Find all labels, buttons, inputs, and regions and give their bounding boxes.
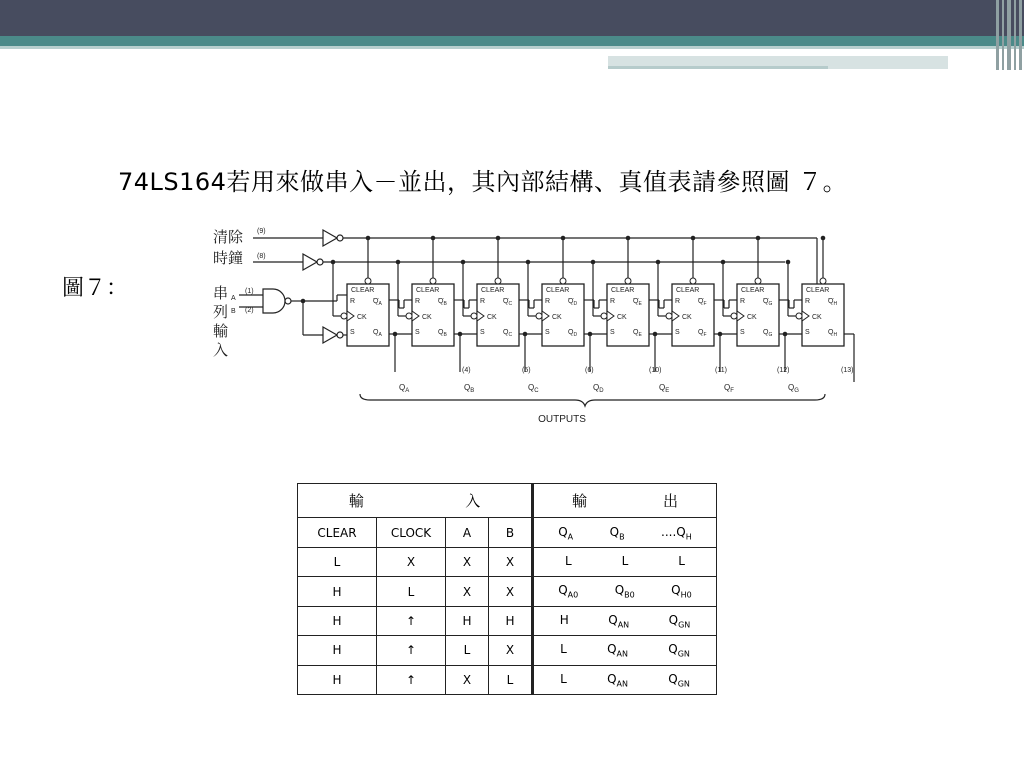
ff-q-label: $Q_H$ <box>828 329 838 338</box>
pin-number: (8) <box>257 253 266 260</box>
junction-dot <box>366 236 371 241</box>
junction-dot <box>721 260 726 265</box>
column-header: A <box>446 518 489 547</box>
ff-ck-label: CK <box>747 314 757 321</box>
cell-a: X <box>446 577 489 606</box>
ff-r-label: R <box>675 298 681 305</box>
pin-number: (1) <box>245 288 254 295</box>
output-column-header <box>533 518 717 547</box>
ff-ck-label: CK <box>682 314 692 321</box>
junction-dot <box>458 332 463 337</box>
header-input-char: 輸 <box>348 492 364 511</box>
output-q-label: $Q_A$ <box>399 383 410 394</box>
junction-dot <box>718 332 723 337</box>
output-value: $Q_{H0}$ <box>671 583 692 600</box>
output-pin-number: (13) <box>841 367 854 374</box>
ff-clear-label: CLEAR <box>676 287 700 294</box>
junction-dot <box>393 332 398 337</box>
ff-q-label: $Q_A$ <box>373 329 382 338</box>
cell-clear: H <box>298 606 377 635</box>
output-value: L <box>560 671 567 686</box>
ff-s-label: S <box>805 329 810 336</box>
ff-ck-label: CK <box>552 314 562 321</box>
junction-dot <box>691 236 696 241</box>
ff-clear-label: CLEAR <box>741 287 765 294</box>
pin-number: (2) <box>245 307 254 314</box>
clock-inverter-bubble <box>796 313 802 319</box>
junction-dot <box>461 260 466 265</box>
header-input-char: 入 <box>465 492 481 511</box>
serial-input-label: 串 <box>213 285 229 302</box>
inverter-bubble <box>337 235 343 241</box>
output-pin-number: (12) <box>777 367 790 374</box>
clear-inverter-bubble <box>820 278 826 284</box>
ff-ck-label: CK <box>422 314 432 321</box>
output-value: $Q_{AN}$ <box>608 612 630 630</box>
outputs-caption: OUTPUTS <box>538 414 586 425</box>
ff-qbar-label: $Q_F$ <box>698 298 707 307</box>
cell-b: X <box>489 577 533 606</box>
ff-clear-label: CLEAR <box>416 287 440 294</box>
inverter-bubble <box>285 298 291 304</box>
clock-input-label: 時鐘 <box>213 250 244 267</box>
junction-dot <box>656 260 661 265</box>
cell-outputs <box>533 577 717 606</box>
clock-inverter-bubble <box>731 313 737 319</box>
cell-b: L <box>489 665 533 694</box>
nand-gate <box>263 289 285 313</box>
ff-ck-label: CK <box>487 314 497 321</box>
output-value: $Q_{GN}$ <box>668 612 691 630</box>
output-value: $Q_{GN}$ <box>668 642 690 659</box>
cell-clock: ↑ <box>377 665 446 694</box>
cell-b: X <box>489 547 533 576</box>
output-q-label: $Q_C$ <box>528 383 539 394</box>
ff-s-label: S <box>415 329 420 336</box>
table-row <box>298 665 717 694</box>
junction-dot <box>756 236 761 241</box>
output-pin-number: (10) <box>649 367 662 374</box>
ff-qbar-label: $Q_D$ <box>568 298 578 307</box>
ff-clear-label: CLEAR <box>351 287 375 294</box>
output-q-label: $Q_G$ <box>788 383 799 394</box>
serial-input-label: 輸 <box>213 323 229 340</box>
cell-clock: X <box>377 547 446 576</box>
clock-inverter-bubble <box>471 313 477 319</box>
output-value: L <box>621 553 629 568</box>
input-a-label: A <box>231 295 236 302</box>
cell-clear: H <box>298 665 377 694</box>
table-row <box>298 547 717 576</box>
column-header: CLOCK <box>377 518 446 547</box>
ff-r-label: R <box>545 298 551 305</box>
junction-dot <box>331 260 336 265</box>
junction-dot <box>783 332 788 337</box>
table-row <box>298 636 717 665</box>
ff-q-label: $Q_D$ <box>568 329 578 338</box>
ff-s-label: S <box>740 329 745 336</box>
slide-title: 74LS164若用來做串入－並出，其內部結構、真值表請參照圖 ７。 <box>118 168 848 196</box>
ff-clear-label: CLEAR <box>481 287 505 294</box>
output-value: L <box>564 553 572 568</box>
clock-inverter-bubble <box>406 313 412 319</box>
clock-inverter-bubble <box>341 313 347 319</box>
inverter-bubble <box>317 259 323 265</box>
cell-outputs <box>533 547 717 576</box>
output-q-label: $Q_B$ <box>464 383 475 394</box>
truth-table <box>297 483 717 695</box>
output-value: L <box>560 642 567 657</box>
cell-outputs <box>533 636 717 665</box>
ff-q-label: $Q_B$ <box>438 329 447 338</box>
serial-input-label: 列 <box>213 304 229 321</box>
ff-r-label: R <box>350 298 356 305</box>
ff-clear-label: CLEAR <box>611 287 635 294</box>
clear-inverter-bubble <box>365 278 371 284</box>
output-value: $Q_{GN}$ <box>668 671 690 688</box>
output-value: $Q_{B0}$ <box>614 583 635 600</box>
ff-r-label: R <box>415 298 421 305</box>
decorative-stripes <box>994 0 1024 70</box>
clear-inverter-bubble <box>430 278 436 284</box>
junction-dot <box>496 236 501 241</box>
junction-dot <box>523 332 528 337</box>
output-pin-number: (4) <box>462 367 471 374</box>
cell-b: H <box>489 606 533 635</box>
junction-dot <box>561 236 566 241</box>
cell-clock: L <box>377 577 446 606</box>
ff-qbar-label: $Q_E$ <box>633 298 642 307</box>
junction-dot <box>626 236 631 241</box>
output-value: H <box>559 612 569 627</box>
junction-dot <box>431 236 436 241</box>
output-pin-number: (6) <box>585 367 594 374</box>
cell-outputs <box>533 665 717 694</box>
header-output-char: 輸 <box>571 492 587 511</box>
ff-qbar-label: $Q_H$ <box>828 298 838 307</box>
ff-qbar-label: $Q_A$ <box>373 298 382 307</box>
clock-inverter-bubble <box>536 313 542 319</box>
output-q-label: $Q_E$ <box>659 383 670 394</box>
ff-ck-label: CK <box>357 314 367 321</box>
clock-buffer-triangle <box>303 254 317 270</box>
output-value: $Q_{AN}$ <box>607 671 628 688</box>
junction-dot <box>821 236 826 241</box>
shift-register-diagram <box>205 222 865 432</box>
clock-inverter-bubble <box>601 313 607 319</box>
ff-s-label: S <box>480 329 485 336</box>
truth-header-output <box>533 484 717 518</box>
cell-outputs <box>533 606 717 635</box>
figure-label: 圖７： <box>62 276 129 301</box>
output-value: $Q_{AN}$ <box>607 642 628 659</box>
cell-a: X <box>446 547 489 576</box>
cell-a: L <box>446 636 489 665</box>
junction-dot <box>786 260 791 265</box>
junction-dot <box>526 260 531 265</box>
output-value: $Q_{A0}$ <box>558 583 579 600</box>
clear-buffer-triangle <box>323 230 337 246</box>
ff-ck-label: CK <box>617 314 627 321</box>
output-header-qa: $Q_A$ <box>558 524 574 541</box>
table-row <box>298 577 717 606</box>
cell-clear: H <box>298 577 377 606</box>
cell-clear: H <box>298 636 377 665</box>
clock-inverter-bubble <box>666 313 672 319</box>
ff-q-label: $Q_G$ <box>763 329 773 338</box>
serial-buffer-triangle <box>323 327 337 343</box>
inverter-bubble <box>337 332 343 338</box>
truth-header-input <box>298 484 533 518</box>
ff-q-label: $Q_F$ <box>698 329 707 338</box>
header-bar <box>0 0 1024 36</box>
junction-dot <box>653 332 658 337</box>
clear-inverter-bubble <box>560 278 566 284</box>
ff-qbar-label: $Q_B$ <box>438 298 447 307</box>
output-pin-number: (5) <box>522 367 531 374</box>
output-value: L <box>678 553 685 568</box>
pin-number: (9) <box>257 228 266 235</box>
ff-s-label: S <box>610 329 615 336</box>
cell-a: H <box>446 606 489 635</box>
column-header: CLEAR <box>298 518 377 547</box>
output-q-label: $Q_F$ <box>724 383 734 394</box>
cell-clock: ↑ <box>377 636 446 665</box>
clear-input-label: 清除 <box>213 229 244 246</box>
ff-s-label: S <box>675 329 680 336</box>
clear-inverter-bubble <box>755 278 761 284</box>
ff-ck-label: CK <box>812 314 822 321</box>
ff-clear-label: CLEAR <box>546 287 570 294</box>
accent-band-thin <box>0 46 1024 49</box>
column-header: B <box>489 518 533 547</box>
cell-clock: ↑ <box>377 606 446 635</box>
output-header-qb: $Q_B$ <box>609 524 625 541</box>
ff-qbar-label: $Q_C$ <box>503 298 513 307</box>
accent-band-right-thin <box>608 66 828 69</box>
truth-table-body <box>298 547 717 694</box>
serial-input-label: 入 <box>213 342 229 359</box>
ff-qbar-label: $Q_G$ <box>763 298 773 307</box>
clear-inverter-bubble <box>495 278 501 284</box>
junction-dot <box>588 332 593 337</box>
ff-s-label: S <box>350 329 355 336</box>
ff-r-label: R <box>610 298 616 305</box>
ff-s-label: S <box>545 329 550 336</box>
clear-inverter-bubble <box>625 278 631 284</box>
cell-b: X <box>489 636 533 665</box>
ff-r-label: R <box>480 298 486 305</box>
header-output-char: 出 <box>662 492 678 511</box>
ff-clear-label: CLEAR <box>806 287 830 294</box>
ff-r-label: R <box>805 298 811 305</box>
clear-inverter-bubble <box>690 278 696 284</box>
ff-q-label: $Q_C$ <box>503 329 513 338</box>
ff-q-label: $Q_E$ <box>633 329 642 338</box>
accent-band <box>0 36 1024 46</box>
outputs-brace <box>360 394 825 406</box>
output-header-qh: $....Q_H$ <box>661 524 692 541</box>
junction-dot <box>396 260 401 265</box>
input-b-label: B <box>231 308 236 315</box>
ff-r-label: R <box>740 298 746 305</box>
output-pin-number: (11) <box>715 367 727 374</box>
cell-clear: L <box>298 547 377 576</box>
junction-dot <box>591 260 596 265</box>
table-row <box>298 606 717 635</box>
output-q-label: $Q_D$ <box>593 383 604 394</box>
cell-a: X <box>446 665 489 694</box>
